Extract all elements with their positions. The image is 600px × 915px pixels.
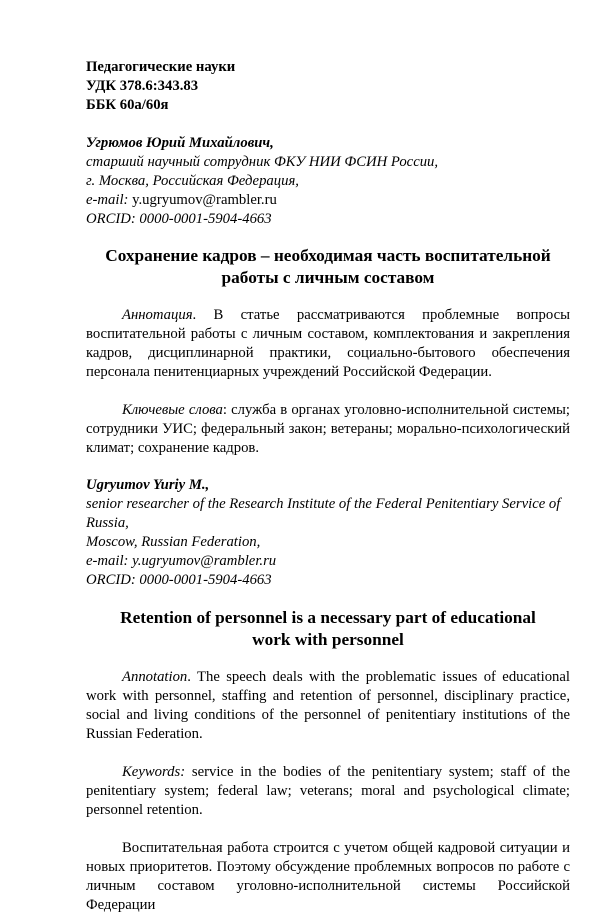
keywords-label-en: Keywords: — [122, 764, 185, 780]
keywords-ru — [86, 401, 570, 458]
article-page — [86, 58, 570, 915]
author-name-ru: Угрюмов Юрий Михайлович, — [86, 134, 570, 153]
title-ru-line-1: Сохранение кадров – необходимая часть воспитательной — [82, 245, 574, 267]
author-location-en: Moscow, Russian Federation, — [86, 533, 570, 552]
annotation-ru — [86, 306, 570, 382]
author-position-en-line-2: Russia, — [86, 514, 570, 533]
keywords-text-ru: : служба в органах уголовно-исполнительной системы; сотрудники УИС; федеральный закон; ветераны; морально-психологический климат; сохранение кадров. — [86, 402, 570, 456]
keywords-en — [86, 763, 570, 820]
annotation-text-ru: . В статье рассматриваются проблемные вопросы воспитательной работы с личным составом, комплектования и закрепления кадров, дисциплинарной практики, социально-бытового обеспечения персонала пенитенциарных учреждений Российской Федерации. — [86, 307, 570, 380]
author-position-ru: старший научный сотрудник ФКУ НИИ ФСИН России, — [86, 153, 570, 172]
author-block-ru — [86, 134, 570, 229]
udk-code: УДК 378.6:343.83 — [86, 77, 570, 96]
keywords-label-ru: Ключевые слова — [122, 402, 223, 418]
title-en-line-2: work with personnel — [86, 629, 570, 651]
author-position-en-line-1: senior researcher of the Research Institute of the Federal Penitentiary Service of — [86, 495, 570, 514]
title-ru-line-2: работы с личным составом — [82, 267, 574, 289]
field-of-science: Педагогические науки — [86, 58, 570, 77]
annotation-en — [86, 668, 570, 744]
classification-block — [86, 58, 570, 115]
article-title-ru — [82, 245, 574, 289]
email-label-ru: e-mail: — [86, 192, 128, 208]
keywords-text-en: service in the bodies of the penitentiary system; staff of the penitentiary system; federal law; veterans; moral and psychological climate; personnel retention. — [86, 764, 570, 818]
title-en-line-1: Retention of personnel is a necessary part of educational — [86, 607, 570, 629]
author-email-ru — [86, 191, 570, 210]
article-title-en — [86, 607, 570, 651]
author-block-en — [86, 476, 570, 590]
email-address-ru[interactable]: y.ugryumov@rambler.ru — [132, 192, 277, 208]
bbk-code: ББК 60а/60я — [86, 96, 570, 115]
annotation-label-ru: Аннотация — [122, 307, 193, 323]
author-orcid-en: ORCID: 0000-0001-5904-4663 — [86, 571, 570, 590]
author-location-ru: г. Москва, Российская Федерация, — [86, 172, 570, 191]
author-name-en: Ugryumov Yuriy M., — [86, 476, 570, 495]
body-paragraph-1: Воспитательная работа строится с учетом общей кадровой ситуации и новых приоритетов. Поэтому обсуждение проблемных вопросов по работе с личным составом уголовно-исполнительной системы Российской Федерации — [86, 839, 570, 915]
author-email-en[interactable]: e-mail: y.ugryumov@rambler.ru — [86, 552, 570, 571]
author-orcid-ru: ORCID: 0000-0001-5904-4663 — [86, 210, 570, 229]
annotation-text-en: . The speech deals with the problematic issues of educational work with personnel, staffing and retention of personnel, disciplinary practice, social and living conditions of the personnel of penitentiary institutions of the Russian Federation. — [86, 669, 570, 742]
annotation-label-en: Annotation — [122, 669, 187, 685]
